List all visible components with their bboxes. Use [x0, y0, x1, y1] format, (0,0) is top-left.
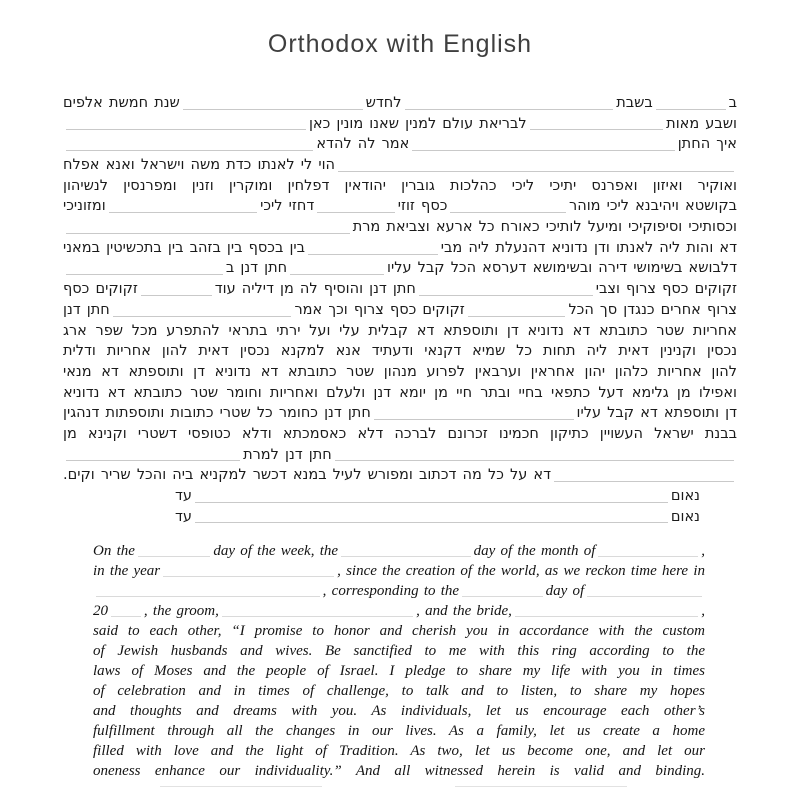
hebrew-line-witness [63, 486, 737, 507]
text-segment: חתן דנן ב [225, 260, 288, 277]
english-line: fulfillment through all the changes in our lives. As a family, let us create a home [93, 723, 705, 739]
text-segment: ושבע מאות [666, 115, 737, 132]
blank-fill-in-field [66, 274, 223, 275]
hebrew-line: אחריות שטר כתובתא דא נדוניא דן ותוספתא דא קבלית עלי ועל ירתי בתראי להתפרע מכל שפר ארג [63, 322, 737, 339]
hebrew-line [63, 217, 737, 238]
text-segment: day of the week, the [213, 543, 339, 559]
hebrew-line [63, 114, 737, 135]
text-segment: חתן דנן כחומר כל שטרי כתובות ותוספתות דנהגין [63, 405, 371, 422]
blank-fill-in-field [587, 596, 702, 597]
text-segment: זקוקים כסף צרוף וכך אמר [294, 301, 465, 318]
text-segment: day of [545, 583, 585, 599]
hebrew-line [63, 238, 737, 259]
blank-fill-in-field [450, 212, 566, 213]
text-segment: דלבושא בשימושי דירה ובשימושא דערסא הכל קבל עליו [387, 260, 737, 277]
blank-fill-in-field [374, 419, 574, 420]
text-segment: ב [728, 94, 737, 111]
text-segment: זקוקים כסף צרוף וצבי [595, 281, 737, 298]
blank-fill-in-field [111, 616, 141, 617]
hebrew-line [63, 259, 737, 280]
blank-fill-in-field [317, 212, 394, 213]
hebrew-line [63, 155, 737, 176]
english-line: and thoughts and dreams with you. As individuals, let us encourage each other’s [93, 703, 705, 719]
english-line: laws of Moses and the people of Israel. I pledge to share my life with you in times [93, 663, 705, 679]
hebrew-line [63, 196, 737, 217]
text-segment: חתן דנן [63, 301, 110, 318]
blank-fill-in-field [468, 316, 566, 317]
blank-fill-in-field [66, 129, 306, 130]
blank-fill-in-field [183, 109, 363, 110]
text-segment: , and the bride, [416, 603, 512, 619]
text-segment: כסף זוזי [397, 198, 448, 215]
blank-fill-in-field [656, 109, 726, 110]
signature-area [0, 786, 800, 787]
text-segment: חתן דנן למרת [243, 446, 332, 463]
english-line: of Jewish husbands and wives. Be sanctified to me with this ring according to the [93, 643, 705, 659]
text-segment: , [701, 603, 705, 619]
blank-fill-in-field [66, 150, 313, 151]
text-segment: עד [175, 508, 192, 525]
blank-fill-in-field [163, 576, 334, 577]
hebrew-ketubah-text [63, 93, 737, 527]
text-segment: , corresponding to the [322, 583, 460, 599]
blank-fill-in-field [290, 274, 384, 275]
english-line [93, 601, 705, 621]
hebrew-line [63, 465, 737, 486]
blank-fill-in-field [66, 233, 350, 234]
text-segment: day of the month of [473, 543, 596, 559]
hebrew-line [63, 403, 737, 424]
text-segment: צרוף אחרים כנגדן סך הכל [568, 301, 737, 318]
text-segment: איך החתן [677, 136, 737, 153]
text-segment: נאום [670, 488, 700, 505]
text-segment: דא על כל מה דכתוב ומפורש לעיל במנא דכשר למקניא ביה והכל שריר וקים. [63, 467, 552, 484]
blank-fill-in-field [338, 171, 734, 172]
blank-fill-in-field [113, 316, 292, 317]
english-line [93, 581, 705, 601]
blank-fill-in-field [530, 129, 664, 130]
text-segment: ומזוניכי [63, 198, 106, 215]
blank-fill-in-field [138, 556, 210, 557]
hebrew-line-witness [63, 507, 737, 528]
blank-fill-in-field [195, 502, 668, 503]
english-line: oneness enhance our individuality.” And all witnessed herein is valid and binding. [93, 763, 705, 779]
hebrew-line [63, 279, 737, 300]
english-ketubah-text [93, 541, 705, 781]
hebrew-line: ואפילו מן גלימא דעל כתפאי בחיי ובתר חיי מן יומא דנן ולעלם ואחריות וחומר שטר כתובתא דא נדוניא [63, 384, 737, 401]
text-segment: in the year [93, 563, 161, 579]
text-segment: דחזי ליכי [260, 198, 315, 215]
blank-fill-in-field [66, 460, 240, 461]
hebrew-line: נכסין וקנינין דאית ליה תחות כל שמיא דקנאי ודעתיד אנא למקנא נכסין דאית להון אחריות ודלית [63, 343, 737, 360]
text-segment: 20 [93, 603, 108, 619]
english-line [93, 561, 705, 581]
blank-fill-in-field [335, 460, 734, 461]
text-segment: נאום [670, 508, 700, 525]
blank-fill-in-field [412, 150, 674, 151]
text-segment: בין בכסף בין בזהב בין בתכשיטין במאני [63, 239, 306, 256]
hebrew-line: בבנת ישראל העשויין כתיקון חכמינו זכרונם לברכה דלא כאסמכתא ודלא כטופסי דשטרי וקנינא מן [63, 426, 737, 442]
signature-line [160, 786, 322, 787]
english-line: filled with love and the light of Tradition. As two, let us become one, and let our [93, 743, 705, 759]
text-segment: On the [93, 543, 135, 559]
text-segment: חתן דנן והוסיף לה מן דיליה עוד [214, 281, 416, 298]
text-segment: דן ותוספתא דא קבל עליו [576, 405, 737, 422]
blank-fill-in-field [308, 254, 438, 255]
blank-fill-in-field [405, 109, 614, 110]
page-title: Orthodox with English [267, 30, 533, 58]
text-segment: עד [175, 488, 192, 505]
text-segment: , since the creation of the world, as we reckon time here in [337, 563, 705, 579]
signature-line [455, 786, 627, 787]
text-segment: זקוקים כסף [63, 281, 138, 298]
text-segment: בקושטא ויהיבנא ליכי מוהר [569, 198, 737, 215]
text-segment: וכסותיכי וסיפוקיכי ומיעל לותיכי כאורח כל ארעא וצביאת מרת [352, 219, 737, 236]
blank-fill-in-field [462, 596, 543, 597]
blank-fill-in-field [222, 616, 413, 617]
text-segment: דא והות ליה לאנתו ודן נדוניא דהנעלת ליה מבי [440, 239, 737, 256]
blank-fill-in-field [341, 556, 471, 557]
text-segment: , the groom, [143, 603, 219, 619]
blank-fill-in-field [554, 481, 734, 482]
blank-fill-in-field [598, 556, 698, 557]
hebrew-line [63, 300, 737, 321]
text-segment: הוי לי לאנתו כדת משה וישראל ואנא אפלח [63, 157, 336, 174]
blank-fill-in-field [141, 295, 212, 296]
english-line [93, 541, 705, 561]
blank-fill-in-field [109, 212, 257, 213]
hebrew-line [63, 93, 737, 114]
english-line: said to each other, “I promise to honor and cherish you in accordance with the custom [93, 623, 705, 639]
hebrew-line: להון אחריות כלהון יהון אחראין וערבאין לפרוע מנהון שטר כתובתא דא נדוניא דן ותוספתא דא מנאי [63, 363, 737, 380]
hebrew-line [63, 134, 737, 155]
blank-fill-in-field [96, 596, 320, 597]
text-segment: אמר לה להדא [316, 136, 410, 153]
hebrew-line: ואוקיר ואיזון ואפרנס יתיכי ליכי כהלכות גוברין יהודאין דפלחין ומוקרין וזנין ומפרנסין לנשיהון [63, 177, 737, 194]
blank-fill-in-field [195, 522, 668, 523]
text-segment: לחדש [365, 94, 402, 111]
text-segment: שנת חמשת אלפים [63, 94, 180, 111]
english-line: of celebration and in times of challenge, to talk and to listen, to share my hopes [93, 683, 705, 699]
text-segment: בשבת [616, 94, 653, 111]
text-segment: , [701, 543, 705, 559]
text-segment: לבריאת עולם למנין שאנו מונין כאן [308, 115, 527, 132]
blank-fill-in-field [515, 616, 698, 617]
blank-fill-in-field [419, 295, 593, 296]
hebrew-line [63, 445, 737, 466]
